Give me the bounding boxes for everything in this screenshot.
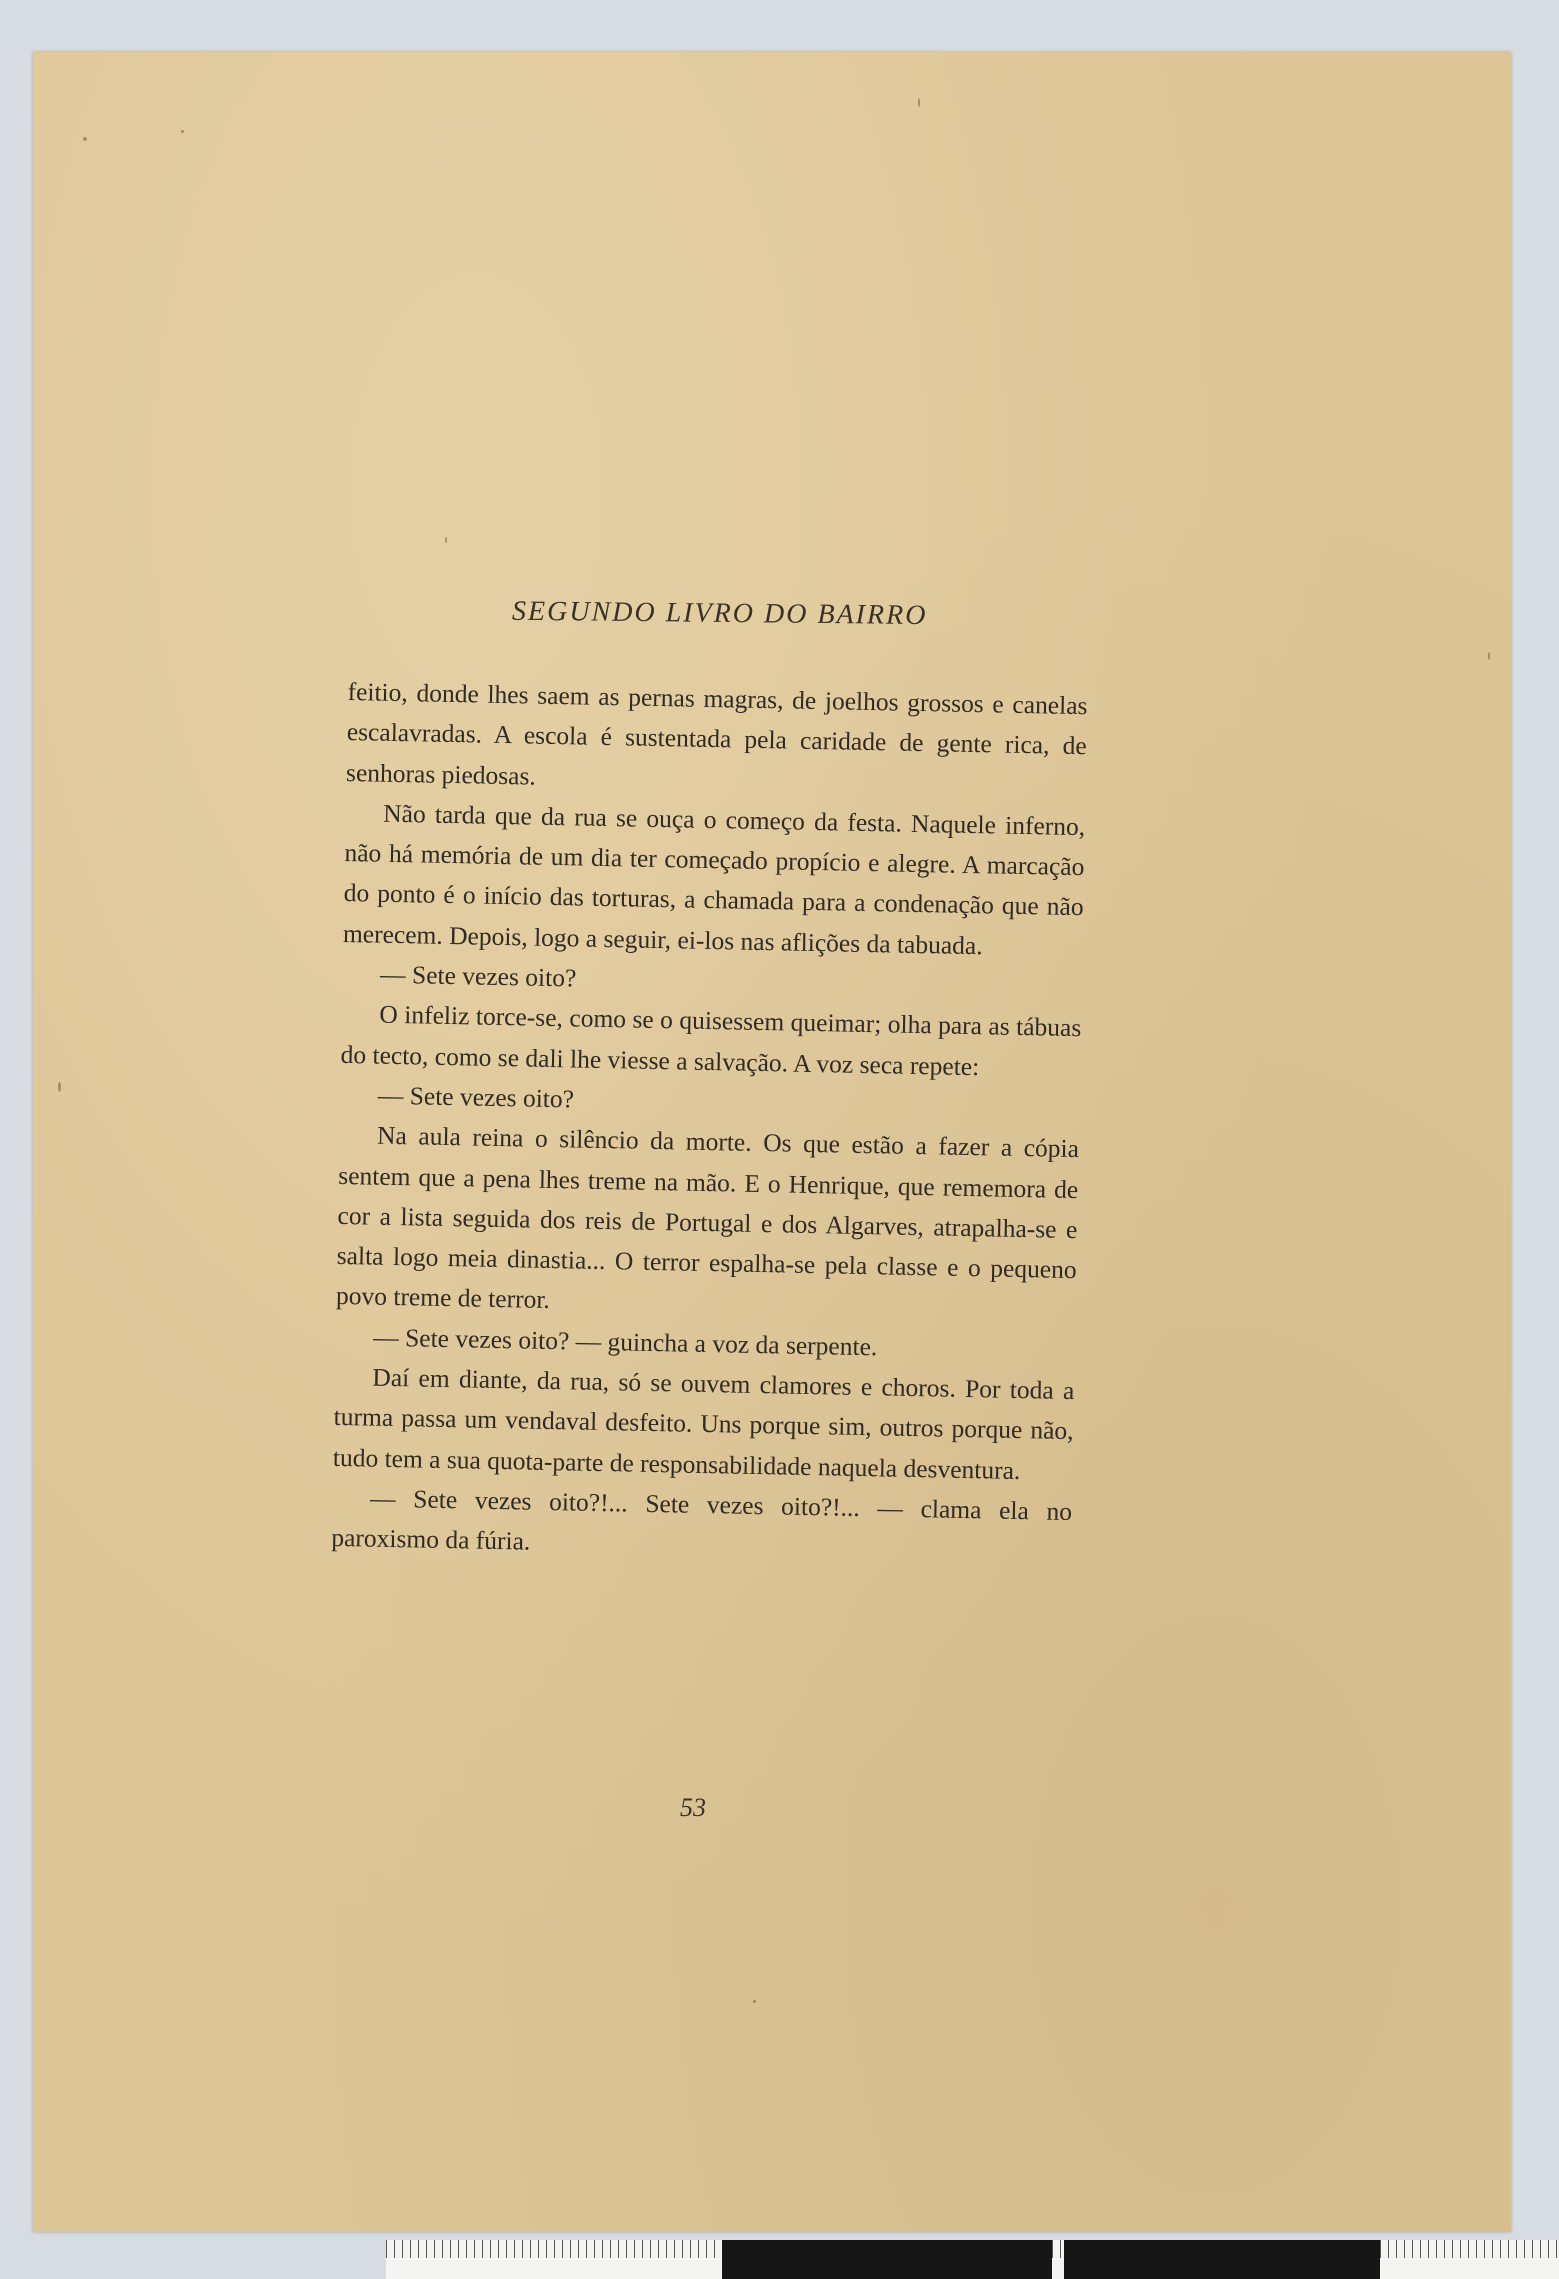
paragraph-5: Daí em diante, da rua, só se ouvem clamores e choros. Por toda a turma passa um vendaval desfeito. Uns porque sim, outros porque não, tudo tem a sua quota-parte de responsabilidade naquela desventura. [332, 1362, 1075, 1485]
ruler-white-segment [1052, 2240, 1064, 2279]
paper-speck [58, 1082, 61, 1092]
paragraph-4: Na aula reina o silêncio da morte. Os que estão a fazer a cópia sentem que a pena lhes treme na mão. E o Henrique, que rememora de cor a lista seguida dos reis de Portugal e dos Algarves, atrapalha-se e salta logo meia dinastia... O terror espalha-se pela classe e o pequeno povo treme de terror. [335, 1120, 1080, 1315]
ruler-black-segment [1064, 2240, 1380, 2279]
ruler-white-segment [386, 2240, 722, 2279]
paper-speck [445, 537, 447, 543]
dialogue-line-4: — Sete vezes oito?!... Sete vezes oito?!... — clama ela no paroxismo da fúria. [331, 1483, 1073, 1556]
paragraph-3: O infeliz torce-se, como se o quisessem queimar; olha para as tábuas do tecto, como se dali lhe viesse a salvação. A voz seca repete: [340, 1000, 1082, 1081]
body-text [331, 672, 1088, 1573]
paragraph-2: Não tarda que da rua se ouça o começo da festa. Naquele inferno, não há memória de um dia ter começado propício e alegre. A marcação do ponto é o início das torturas, a chamada para a condenação que não merecem. Depois, logo a seguir, ei-los nas aflições da tabuada. [342, 798, 1086, 961]
page-number: 53 [680, 1793, 706, 1822]
scale-ruler [386, 2240, 1559, 2279]
ruler-black-segment [722, 2240, 1052, 2279]
dialogue-line-3: — Sete vezes oito? — guincha a voz da serpente. [372, 1322, 878, 1362]
paper-speck [753, 2000, 756, 2003]
paragraph-1: feitio, donde lhes saem as pernas magras, de joelhos grossos e canelas escalavradas. A escola é sustentada pela caridade de gente rica, de senhoras piedosas. [345, 676, 1088, 791]
paper-speck [918, 98, 920, 107]
dialogue-line-2: — Sete vezes oito? [377, 1080, 575, 1114]
paper-speck [181, 130, 184, 133]
running-header: SEGUNDO LIVRO DO BAIRRO [511, 595, 928, 632]
paper-speck [1488, 652, 1490, 660]
ruler-white-segment [1380, 2240, 1559, 2279]
paper-speck [83, 137, 87, 141]
dialogue-line-1: — Sete vezes oito? [379, 959, 577, 993]
